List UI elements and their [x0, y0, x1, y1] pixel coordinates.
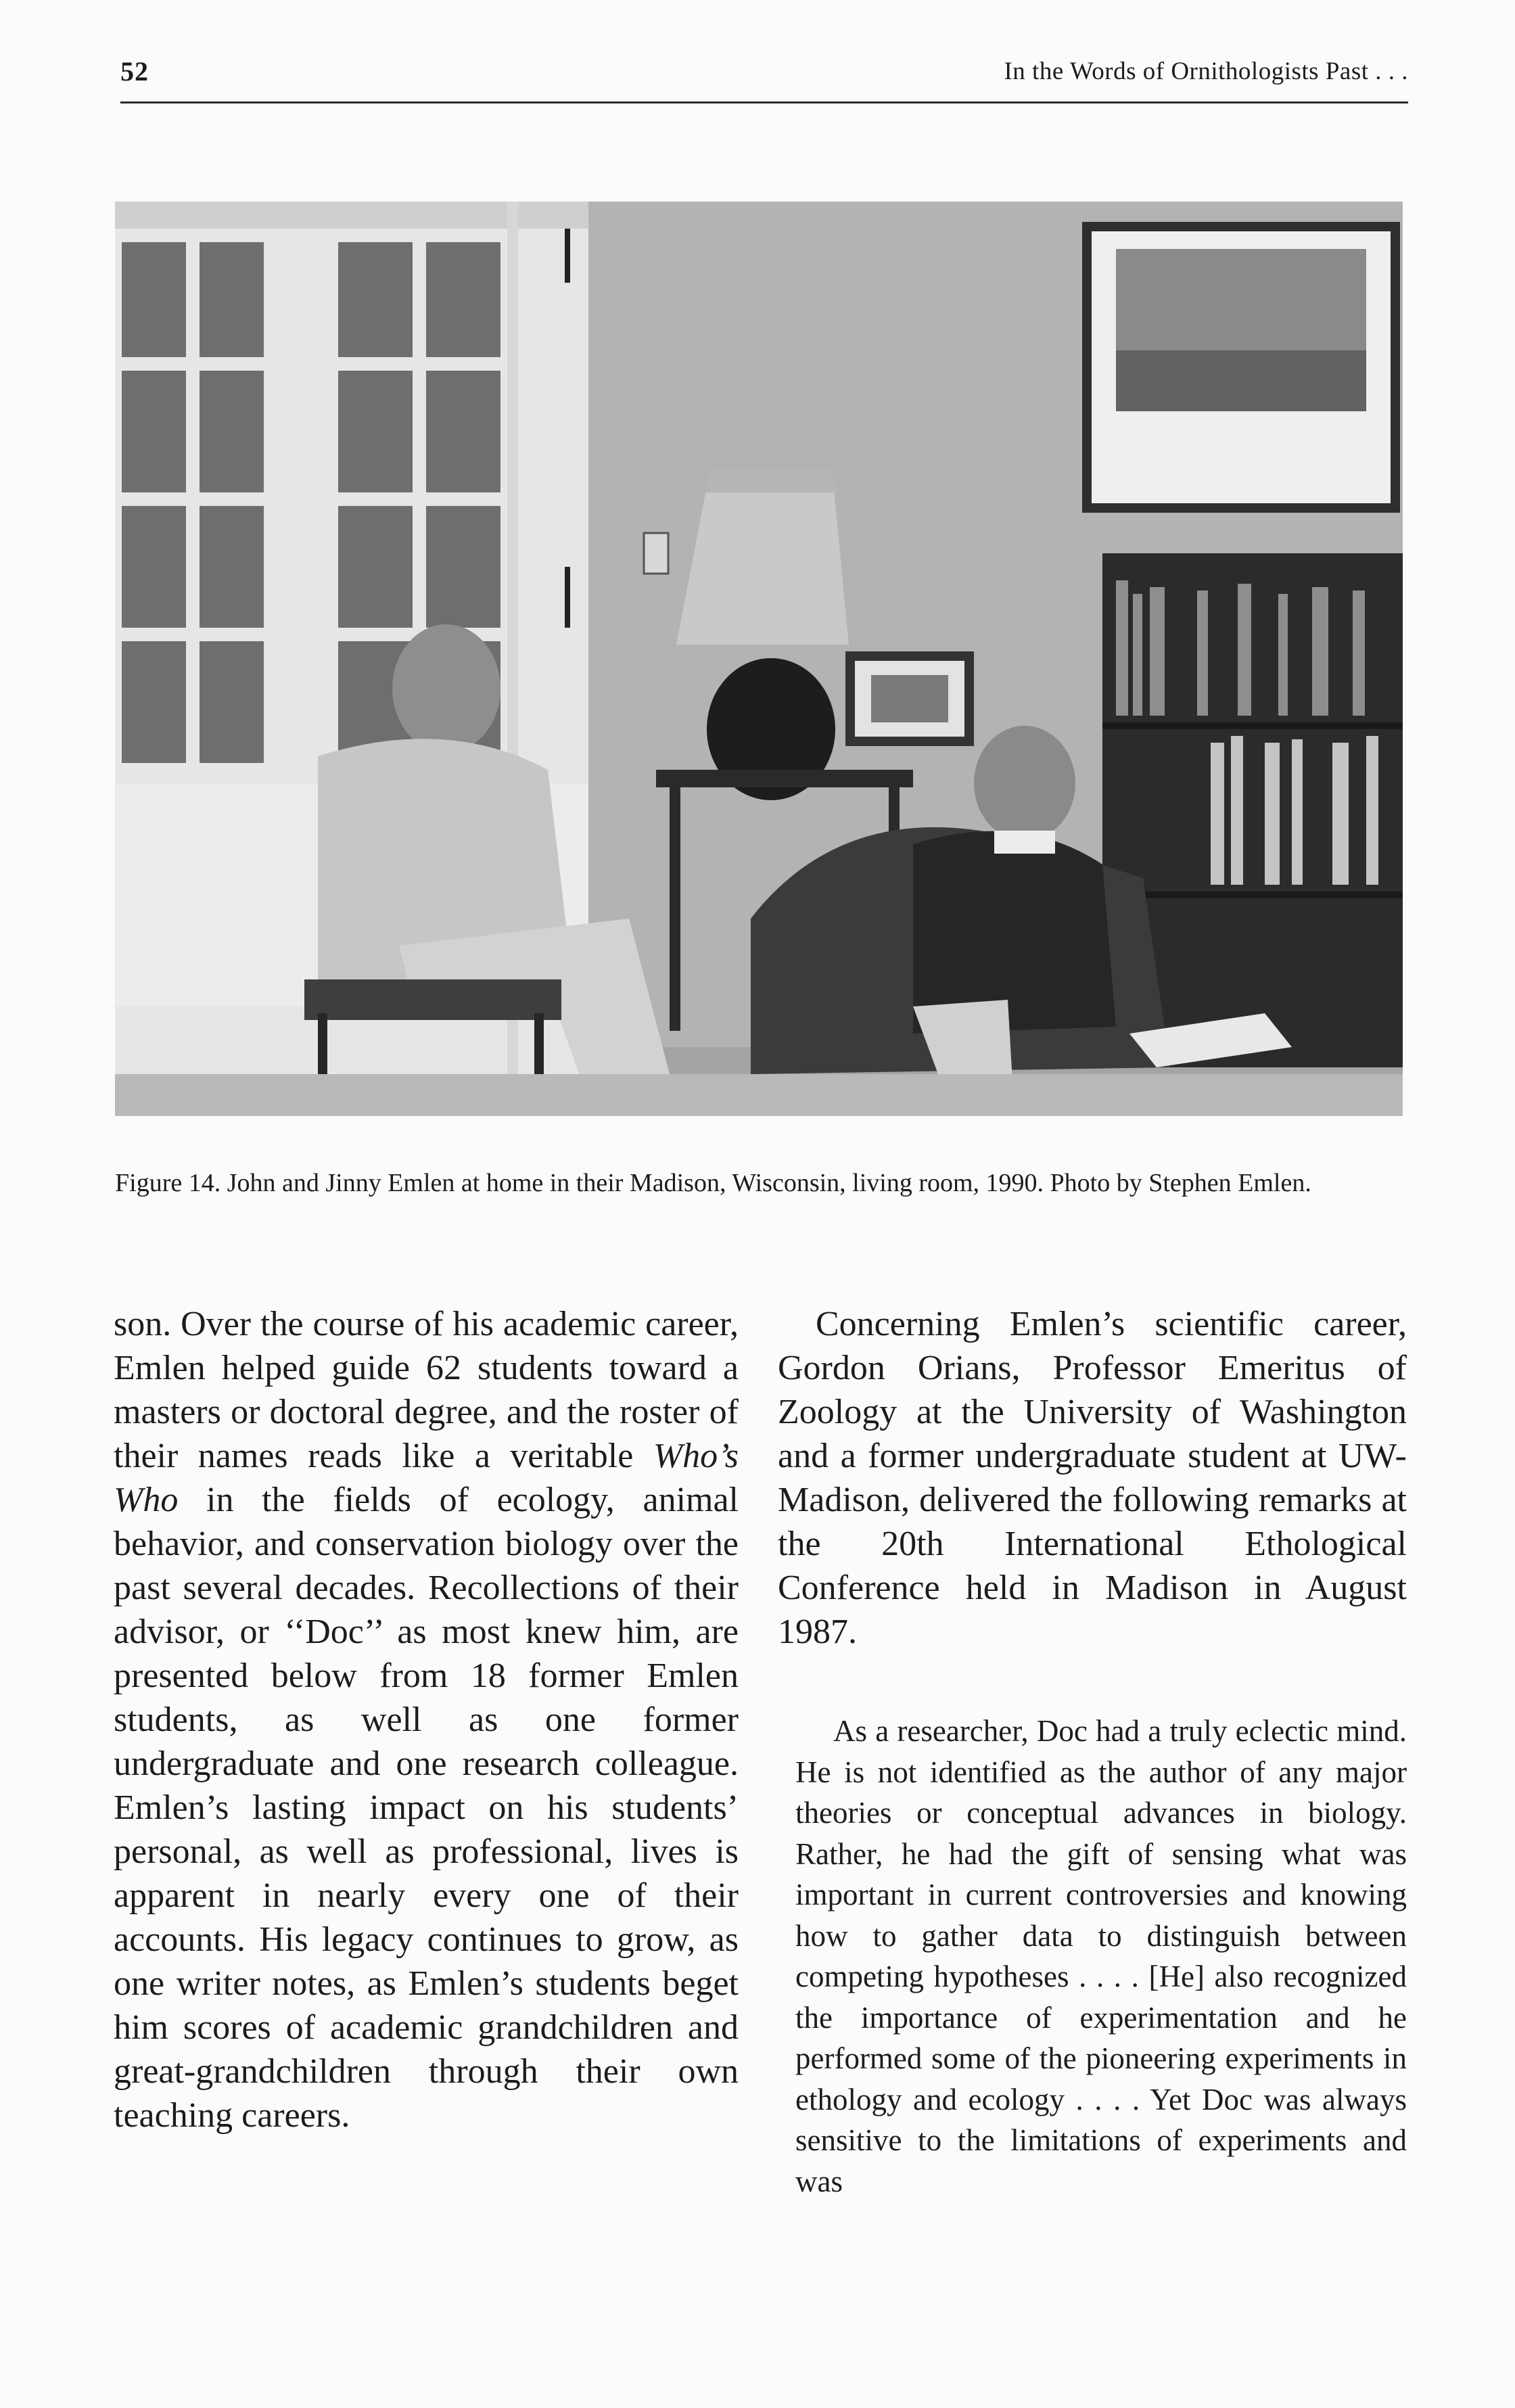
running-head: In the Words of Ornithologists Past . . . [1004, 57, 1408, 85]
left-text-after-italic: in the fields of ecology, animal behavior, and conservation biology over the past several decades. Recollections of their advisor, or ‘‘Doc’’ as most knew him, are presented below from 18 former Emlen students, as well as one former undergraduate and one research colleague. Emlen’s lasting impact on his students’ personal, as well as professional, lives is apparent in nearly every one of their accounts. His legacy continues to grow, as one writer notes, as Emlen’s students beget him scores of academic grandchildren and great-grandchildren through their own teaching careers. [114, 1481, 739, 2135]
page-number: 52 [120, 56, 149, 87]
page-header [120, 53, 1408, 103]
left-column [114, 1302, 739, 2137]
figure-caption: Figure 14. John and Jinny Emlen at home in their Madison, Wisconsin, living room, 1990. Photo by Stephen Emlen. [115, 1169, 1311, 1197]
left-text-before-italic: son. Over the course of his academic career, Emlen helped guide 62 students toward a masters or doctoral degree, and the roster of their names reads like a veritable [114, 1305, 739, 1475]
right-column [778, 1302, 1407, 2202]
italic-whos-who: Who’s Who [114, 1437, 739, 1519]
block-quote: As a researcher, Doc had a truly eclectic mind. He is not identified as the author of any major theories or conceptual advances in biology. Rather, he had the gift of sensing what was important in current controversies and knowing how to gather data to distinguish between competing hypotheses . . . . [He] also recognized the importance of experimentation and he performed some of the pioneering experiments in ethology and ecology . . . . Yet Doc was always sensitive to the limitations of experiments and was [795, 1714, 1407, 2198]
left-paragraph [114, 1302, 739, 2137]
right-intro-paragraph: Concerning Emlen’s scientific career, Gordon Orians, Professor Emeritus of Zoology at the University of Washington and a former undergraduate student at UW-Madison, delivered the following remarks at the 20th International Ethological Conference held in Madison in August 1987. [778, 1305, 1407, 1651]
figure-photo [115, 202, 1403, 1116]
